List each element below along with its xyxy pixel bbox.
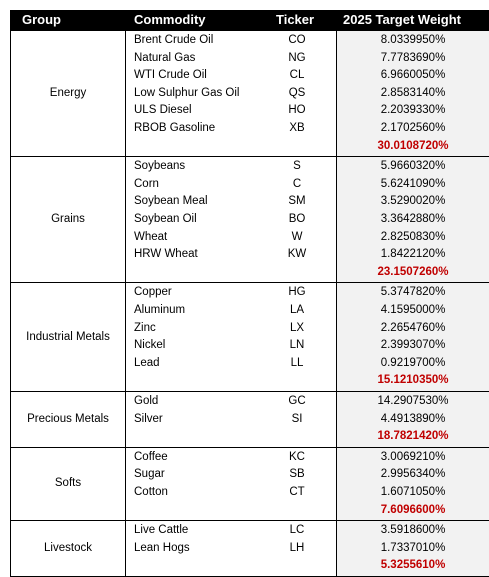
weight-cell: 14.2907530% <box>377 395 449 407</box>
table-header <box>10 10 489 30</box>
group-total-row <box>10 138 489 156</box>
commodity-cell: Copper <box>134 286 172 299</box>
ticker-cell: CL <box>289 69 305 82</box>
weight-cell: 2.8583140% <box>380 86 446 99</box>
group-total-row <box>10 428 489 446</box>
weight-cell: 3.5918600% <box>380 524 446 537</box>
group-block <box>10 447 489 520</box>
commodity-cell: Natural Gas <box>134 51 196 64</box>
ticker-cell: SI <box>291 412 303 425</box>
table-row <box>10 411 489 429</box>
table-row <box>10 246 489 264</box>
ticker-cell: SM <box>288 195 306 208</box>
ticker-cell: CO <box>288 34 306 46</box>
header-weight: 2025 Target Weight <box>343 12 461 27</box>
table-row <box>10 393 489 411</box>
group-total-weight: 18.7821420% <box>377 430 449 443</box>
commodity-cell: Live Cattle <box>134 524 189 537</box>
table-row <box>10 193 489 211</box>
group-name: Grains <box>51 213 85 226</box>
ticker-cell: GC <box>288 395 306 407</box>
header-group: Group <box>22 12 61 27</box>
ticker-cell: KC <box>289 450 305 463</box>
header-ticker: Ticker <box>276 12 315 27</box>
ticker-cell: QS <box>288 86 306 99</box>
commodity-cell: RBOB Gasoline <box>134 122 216 134</box>
commodity-cell: Corn <box>134 177 159 190</box>
ticker-cell: CT <box>289 485 305 498</box>
table-row <box>10 120 489 138</box>
table-row <box>10 484 489 502</box>
table-row <box>10 229 489 247</box>
weight-cell: 8.0339950% <box>380 34 446 46</box>
group-block <box>10 30 489 156</box>
weight-cell: 2.1702560% <box>380 122 446 134</box>
group-block <box>10 520 489 576</box>
group-name: Softs <box>54 477 82 490</box>
commodity-cell: Soybeans <box>134 160 186 173</box>
table-row <box>10 211 489 229</box>
header-commodity: Commodity <box>134 12 206 27</box>
group-name: Energy <box>49 87 87 100</box>
commodity-cell: Lead <box>134 356 160 369</box>
group-block <box>10 282 489 391</box>
commodity-cell: Brent Crude Oil <box>134 34 214 46</box>
group-total-weight: 23.1507260% <box>377 265 449 278</box>
commodity-cell: ULS Diesel <box>134 104 192 117</box>
commodity-cell: Aluminum <box>134 303 186 316</box>
group-name: Industrial Metals <box>26 330 110 343</box>
commodity-cell: Zinc <box>134 321 156 334</box>
table-row <box>10 522 489 540</box>
commodity-cell: Wheat <box>134 230 168 243</box>
weight-cell: 5.3747820% <box>380 286 446 299</box>
commodity-cell: Nickel <box>134 339 166 352</box>
commodity-cell: Soybean Meal <box>134 195 208 208</box>
weight-cell: 1.8422120% <box>380 248 446 261</box>
group-name: Livestock <box>44 542 92 555</box>
commodity-cell: Silver <box>134 412 163 425</box>
ticker-cell: LA <box>289 303 305 316</box>
table-row <box>10 337 489 355</box>
ticker-cell: W <box>291 230 303 243</box>
weight-cell: 4.4913890% <box>380 412 446 425</box>
ticker-cell: S <box>293 160 301 173</box>
group-total-weight: 7.6096600% <box>380 503 446 516</box>
ticker-cell: C <box>292 177 302 190</box>
table-row <box>10 102 489 120</box>
commodity-cell: WTI Crude Oil <box>134 69 207 82</box>
group-block <box>10 391 489 447</box>
ticker-cell: KW <box>287 248 307 261</box>
ticker-cell: LX <box>289 321 305 334</box>
group-total-row <box>10 502 489 520</box>
ticker-cell: LH <box>289 541 305 554</box>
weight-cell: 2.8250830% <box>380 230 446 243</box>
weight-cell: 1.6071050% <box>380 485 446 498</box>
table-row <box>10 32 489 50</box>
ticker-cell: LN <box>289 339 305 352</box>
table-row <box>10 67 489 85</box>
weight-cell: 2.3993070% <box>380 339 446 352</box>
weight-cell: 2.2654760% <box>380 321 446 334</box>
ticker-cell: HG <box>288 286 306 299</box>
commodity-cell: Soybean Oil <box>134 212 197 225</box>
weight-cell: 3.0069210% <box>380 450 446 463</box>
ticker-cell: XB <box>289 122 305 134</box>
ticker-cell: NG <box>288 51 306 64</box>
weight-cell: 2.9956340% <box>380 468 446 481</box>
table-row <box>10 466 489 484</box>
commodity-cell: Sugar <box>134 468 165 481</box>
table-row <box>10 302 489 320</box>
weight-cell: 3.3642880% <box>380 212 446 225</box>
table-row <box>10 284 489 302</box>
commodity-cell: Low Sulphur Gas Oil <box>134 86 240 99</box>
table-row <box>10 50 489 68</box>
table-row <box>10 158 489 176</box>
weight-cell: 3.5290020% <box>380 195 446 208</box>
group-total-weight: 30.0108720% <box>377 139 449 152</box>
weight-cell: 4.1595000% <box>380 303 446 316</box>
ticker-cell: BO <box>288 212 306 225</box>
weight-cell: 7.7783690% <box>380 51 446 64</box>
commodity-cell: Cotton <box>134 485 168 498</box>
group-total-row <box>10 264 489 282</box>
weight-cell: 5.6241090% <box>380 177 446 190</box>
group-total-weight: 15.1210350% <box>377 374 449 387</box>
weight-cell: 2.2039330% <box>380 104 446 117</box>
commodity-cell: HRW Wheat <box>134 248 198 261</box>
table-row <box>10 85 489 103</box>
group-total-weight: 5.3255610% <box>380 559 446 572</box>
commodity-cell: Coffee <box>134 450 168 463</box>
commodity-cell: Gold <box>134 395 159 407</box>
group-total-row <box>10 372 489 390</box>
group-block <box>10 156 489 282</box>
table-row <box>10 176 489 194</box>
table-row <box>10 449 489 467</box>
ticker-cell: LC <box>289 524 305 537</box>
ticker-cell: HO <box>288 104 306 117</box>
group-name: Precious Metals <box>27 412 109 425</box>
table-row <box>10 355 489 373</box>
weight-cell: 6.9660050% <box>380 69 446 82</box>
group-total-row <box>10 557 489 575</box>
ticker-cell: SB <box>289 468 305 481</box>
table-row <box>10 320 489 338</box>
weight-cell: 5.9660320% <box>380 160 446 173</box>
ticker-cell: LL <box>290 356 304 369</box>
weight-cell: 1.7337010% <box>380 541 446 554</box>
table-row <box>10 540 489 558</box>
commodity-cell: Lean Hogs <box>134 541 190 554</box>
weight-cell: 0.9219700% <box>380 356 446 369</box>
